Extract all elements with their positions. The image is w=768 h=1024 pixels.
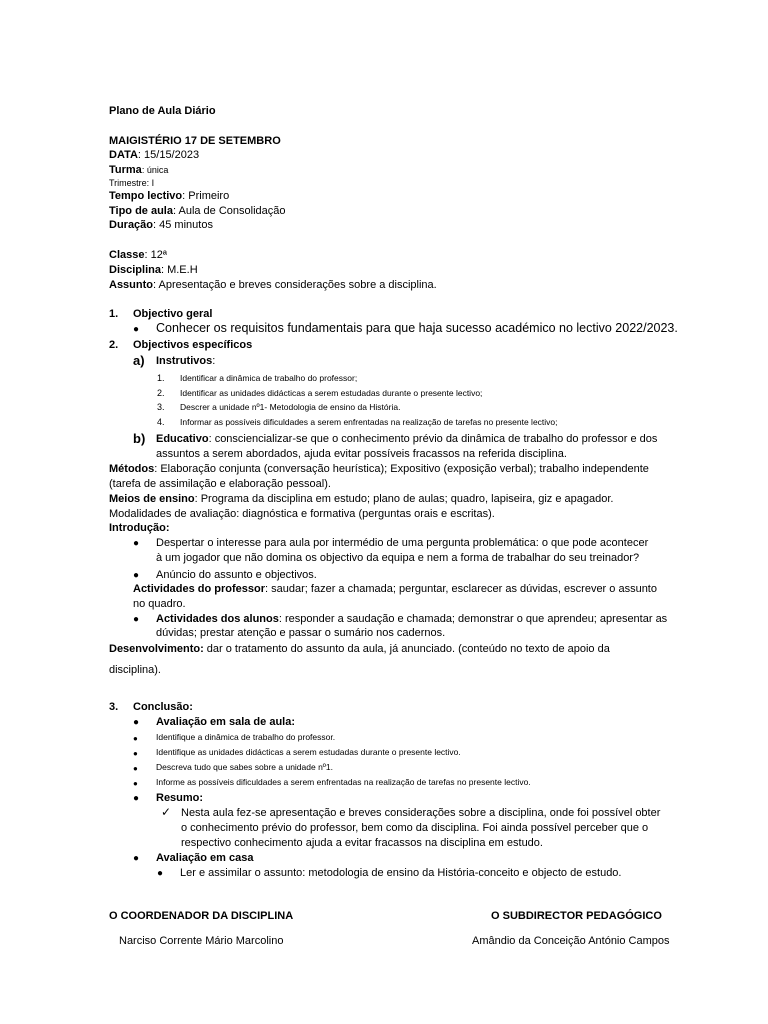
classe-line	[109, 249, 167, 262]
desenvolvimento-line-1	[109, 643, 610, 656]
actividades-alunos-line-1	[156, 613, 667, 626]
metodos-line-2: (tarefa de assimilação e elaboração pessoal).	[109, 478, 331, 490]
avaliacao-sala-title: Avaliação em sala de aula:	[156, 716, 295, 728]
instrutivo-number-3: 3.	[157, 402, 165, 412]
avaliacao-item-4: Informe as possíveis dificuldades a serem enfrentadas na realização de tarefas no presente lectivo.	[156, 777, 531, 787]
avaliacao-item-1: Identifique a dinâmica de trabalho do professor.	[156, 732, 336, 742]
bullet-icon: ●	[133, 749, 138, 758]
classe-label: Classe	[109, 249, 145, 261]
avaliacao-casa-item: Ler e assimilar o assunto: metodologia de ensino da História-conceito e objecto de estudo.	[180, 867, 622, 879]
educativo-line-1	[156, 433, 657, 446]
bullet-icon: ●	[133, 734, 138, 743]
instrutivo-item-4: Informar as possíveis dificuldades a serem enfrentadas na realização de tarefas no presente lectivo;	[180, 417, 558, 427]
magisterio-heading: MAIGISTÉRIO 17 DE SETEMBRO	[109, 135, 281, 147]
actividades-professor-line-2: no quadro.	[133, 598, 186, 610]
actividades-professor-label: Actividades do professor	[133, 583, 266, 595]
tipo-value: : Aula de Consolidação	[172, 205, 286, 217]
objectivo-geral-title: Objectivo geral	[133, 308, 213, 320]
instrutivo-number-1: 1.	[157, 373, 165, 383]
date-line	[109, 149, 199, 162]
instrutivos-title: Instrutivos	[156, 355, 213, 367]
bullet-icon: ●	[133, 538, 140, 549]
bullet-icon: ●	[133, 779, 138, 788]
disciplina-value: : M.E.H	[160, 264, 198, 276]
instrutivo-item-2: Identificar as unidades didácticas a serem estudadas durante o presente lectivo;	[180, 388, 483, 398]
item-number-2: 2.	[109, 339, 119, 351]
disciplina-label: Disciplina	[109, 264, 161, 276]
instrutivos-line	[156, 355, 215, 368]
desenvolvimento-text-1: dar o tratamento do assunto da aula, já anunciado. (conteúdo no texto de apoio da	[203, 643, 610, 655]
introducao-bullet-1-line-2: à um jogador que não domina os objectivo da equipa e nem a forma de trabalhar do seu treinador?	[156, 552, 640, 564]
disciplina-line	[109, 264, 198, 277]
bullet-icon: ●	[133, 570, 140, 581]
educativo-text-1: : consciencializar-se que o conhecimento prévio da dinâmica de trabalho do professor e dos	[208, 433, 658, 445]
document-title: Plano de Aula Diário	[109, 105, 216, 117]
metodos-label: Métodos	[109, 463, 155, 475]
resumo-line-2: o conhecimento prévio do professor, bem como da disciplina. Foi ainda possível perceber que o	[181, 822, 649, 834]
avaliacao-item-3: Descreva tudo que sabes sobre a unidade nº1.	[156, 762, 334, 772]
avaliacao-casa-title: Avaliação em casa	[156, 852, 254, 864]
subdirector-title: O SUBDIRECTOR PEDAGÓGICO	[491, 910, 662, 922]
bullet-icon: ●	[133, 853, 140, 864]
turma-line	[109, 164, 168, 177]
objectivo-geral-text: Conhecer os requisitos fundamentais para que haja sucesso académico no lectivo 2022/2023.	[156, 321, 678, 335]
introducao-bullet-1-line-1: Despertar o interesse para aula por intermédio de uma pergunta problemática: o que pode acontecer	[156, 537, 649, 549]
bullet-icon: ●	[133, 764, 138, 773]
conclusao-title: Conclusão:	[133, 701, 193, 713]
bullet-icon: ●	[133, 614, 140, 625]
duracao-value: : 45 minutos	[153, 219, 213, 231]
actividades-alunos-label: Actividades dos alunos	[156, 613, 279, 625]
trimestre-line: Trimestre: I	[109, 178, 155, 188]
assunto-value: : Apresentação e breves considerações sobre a disciplina.	[153, 279, 437, 291]
resumo-line-1: Nesta aula fez-se apresentação e breves considerações sobre a disciplina, onde foi possível obter	[181, 807, 661, 819]
actividades-professor-text-1: : saudar; fazer a chamada; perguntar, esclarecer as dúvidas, escrever o assunto	[265, 583, 657, 595]
duracao-line	[109, 219, 213, 232]
sub-marker-b: b)	[133, 431, 146, 446]
bullet-icon: ●	[133, 324, 140, 335]
resumo-title: Resumo:	[156, 792, 204, 804]
item-number-3: 3.	[109, 701, 119, 713]
actividades-professor-line-1	[133, 583, 695, 596]
checkmark-icon: ✓	[161, 805, 172, 819]
subdirector-name: Amândio da Conceição António Campos	[472, 935, 670, 947]
turma-label: Turma	[109, 164, 142, 176]
instrutivo-item-1: Identificar a dinâmica de trabalho do professor;	[180, 373, 358, 383]
date-label: DATA	[109, 149, 138, 161]
tempo-label: Tempo lectivo	[109, 190, 183, 202]
assunto-line	[109, 279, 437, 292]
educativo-line-2: assuntos a serem abordados, ajuda evitar possíveis fracassos na referida disciplina.	[156, 448, 567, 460]
meios-label: Meios de ensino	[109, 493, 195, 505]
metodos-line-1	[109, 463, 649, 476]
avaliacao-item-2: Identifique as unidades didácticas a serem estudadas durante o presente lectivo.	[156, 747, 461, 757]
tipo-line	[109, 205, 286, 218]
sub-marker-a: a)	[133, 353, 145, 368]
modalidades-line: Modalidades de avaliação: diagnóstica e formativa (perguntas orais e escritas).	[109, 508, 495, 520]
item-number-1: 1.	[109, 308, 119, 320]
coordenador-name: Narciso Corrente Mário Marcolino	[119, 935, 284, 947]
metodos-text-1: : Elaboração conjunta (conversação heurística); Expositivo (exposição verbal); trabalho independente	[154, 463, 649, 475]
bullet-icon: ●	[133, 717, 140, 728]
meios-line	[109, 493, 613, 506]
introducao-title: Introdução:	[109, 522, 170, 534]
classe-value: : 12ª	[144, 249, 167, 261]
instrutivo-number-4: 4.	[157, 417, 165, 427]
objectivos-especificos-title: Objectivos específicos	[133, 339, 253, 351]
actividades-alunos-line-2: dúvidas; prestar atenção e passar o sumário nos cadernos.	[156, 627, 446, 639]
duracao-label: Duração	[109, 219, 154, 231]
assunto-label: Assunto	[109, 279, 153, 291]
introducao-bullet-2: Anúncio do assunto e objectivos.	[156, 569, 317, 581]
tempo-value: : Primeiro	[182, 190, 230, 202]
turma-value: : única	[141, 165, 169, 175]
instrutivos-colon: :	[212, 355, 216, 367]
desenvolvimento-label: Desenvolvimento:	[109, 643, 204, 655]
desenvolvimento-line-2: disciplina).	[109, 664, 161, 676]
bullet-icon: ●	[157, 868, 164, 879]
tempo-line	[109, 190, 229, 203]
instrutivo-number-2: 2.	[157, 388, 165, 398]
resumo-line-3: respectivo conhecimento ajuda a evitar fracassos na disciplina em estudo.	[181, 837, 543, 849]
coordenador-title: O COORDENADOR DA DISCIPLINA	[109, 910, 294, 922]
date-value: : 15/15/2023	[137, 149, 200, 161]
educativo-title: Educativo	[156, 433, 209, 445]
tipo-label: Tipo de aula	[109, 205, 173, 217]
bullet-icon: ●	[133, 793, 140, 804]
meios-text: : Programa da disciplina em estudo; plano de aulas; quadro, lapiseira, giz e apagador.	[194, 493, 614, 505]
actividades-alunos-text-1: : responder a saudação e chamada; demonstrar o que aprendeu; apresentar as	[278, 613, 668, 625]
instrutivo-item-3: Descrer a unidade nº1- Metodologia de ensino da História.	[180, 402, 401, 412]
